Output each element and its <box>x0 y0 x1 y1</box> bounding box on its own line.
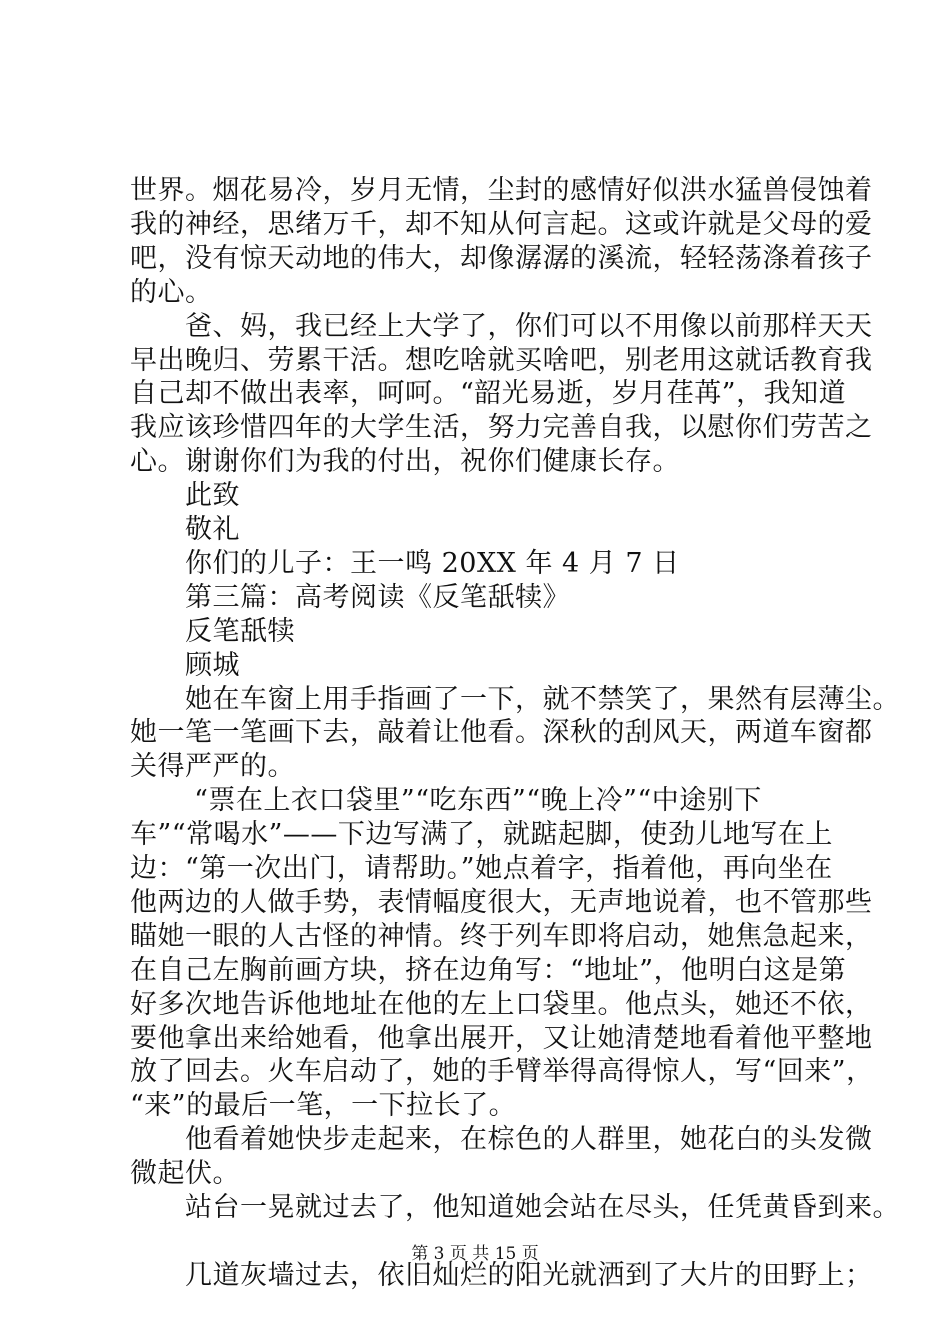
page-footer: 第 3 页 共 15 页 <box>411 1244 539 1264</box>
text-line: 要他拿出来给她看，他拿出展开，又让她清楚地看着他平整地 <box>130 1022 873 1054</box>
text-line: 站台一晃就过去了，他知道她会站在尽头，任凭黄昏到来。 <box>130 1192 900 1223</box>
text-line: 瞄她一眼的人古怪的神情。终于列车即将启动，她焦急起来， <box>130 920 873 952</box>
text-line: 敬礼 <box>130 514 240 545</box>
text-line: “来”的最后一笔，一下拉长了。 <box>130 1090 517 1122</box>
text-line: 自己却不做出表率，呵呵。“韶光易逝，岁月荏苒”，我知道 <box>130 378 847 410</box>
text-line: 反笔舐犊 <box>130 615 295 647</box>
text-line: 她在车窗上用手指画了一下，就不禁笑了，果然有层薄尘。 <box>130 683 900 715</box>
text-line: “票在上衣口袋里”“吃东西”“晚上冷”“中途别下 <box>130 785 762 817</box>
text-line: 她一笔一笔画下去，敲着让他看。深秋的刮风天，两道车窗都 <box>130 717 873 749</box>
text-line: 他看着她快步走起来，在棕色的人群里，她花白的头发微 <box>130 1124 873 1156</box>
text-line: 的心。 <box>130 276 213 308</box>
text-line: 他两边的人做手势，表情幅度很大，无声地说着，也不管那些 <box>130 886 873 918</box>
text-line: 几道灰墙过去，依旧灿烂的阳光就洒到了大片的田野上； <box>130 1259 873 1291</box>
text-line: 你们的儿子：王一鸣 20XX 年 4 月 7 日 <box>130 547 680 579</box>
text-line: 此致 <box>130 480 240 512</box>
text-line: 爸、妈，我已经上大学了，你们可以不用像以前那样天天 <box>130 310 873 342</box>
text-line: 车”“常喝水”——下边写满了，就踮起脚，使劲儿地写在上 <box>130 819 833 851</box>
text-line: 吧，没有惊天动地的伟大，却像潺潺的溪流，轻轻荡涤着孩子 <box>130 242 873 274</box>
text-line: 微起伏。 <box>130 1158 240 1190</box>
text-line: 边：“第一次出门，请帮助。”她点着字，指着他，再向坐在 <box>130 853 833 884</box>
text-line: 第三篇：高考阅读《反笔舐犊》 <box>130 581 570 613</box>
text-line: 关得严严的。 <box>130 751 295 783</box>
text-line: 我的神经，思绪万千，却不知从何言起。这或许就是父母的爱 <box>130 208 873 240</box>
text-line: 世界。烟花易冷，岁月无情，尘封的感情好似洪水猛兽侵蚀着 <box>130 175 873 206</box>
text-line: 放了回去。火车启动了，她的手臂举得高得惊人，写“回来”， <box>130 1056 874 1088</box>
text-line: 好多次地告诉他地址在他的左上口袋里。他点头，她还不依， <box>130 988 873 1020</box>
text-line: 心。谢谢你们为我的付出，祝你们健康长存。 <box>130 446 680 478</box>
text-line: 在自己左胸前画方块，挤在边角写：“地址”，他明白这是第 <box>130 954 847 986</box>
text-line: 早出晚归、劳累干活。想吃啥就买啥吧，别老用这就话教育我 <box>130 344 873 376</box>
text-line: 顾城 <box>130 649 240 681</box>
text-line: 我应该珍惜四年的大学生活，努力完善自我，以慰你们劳苦之 <box>130 412 873 444</box>
